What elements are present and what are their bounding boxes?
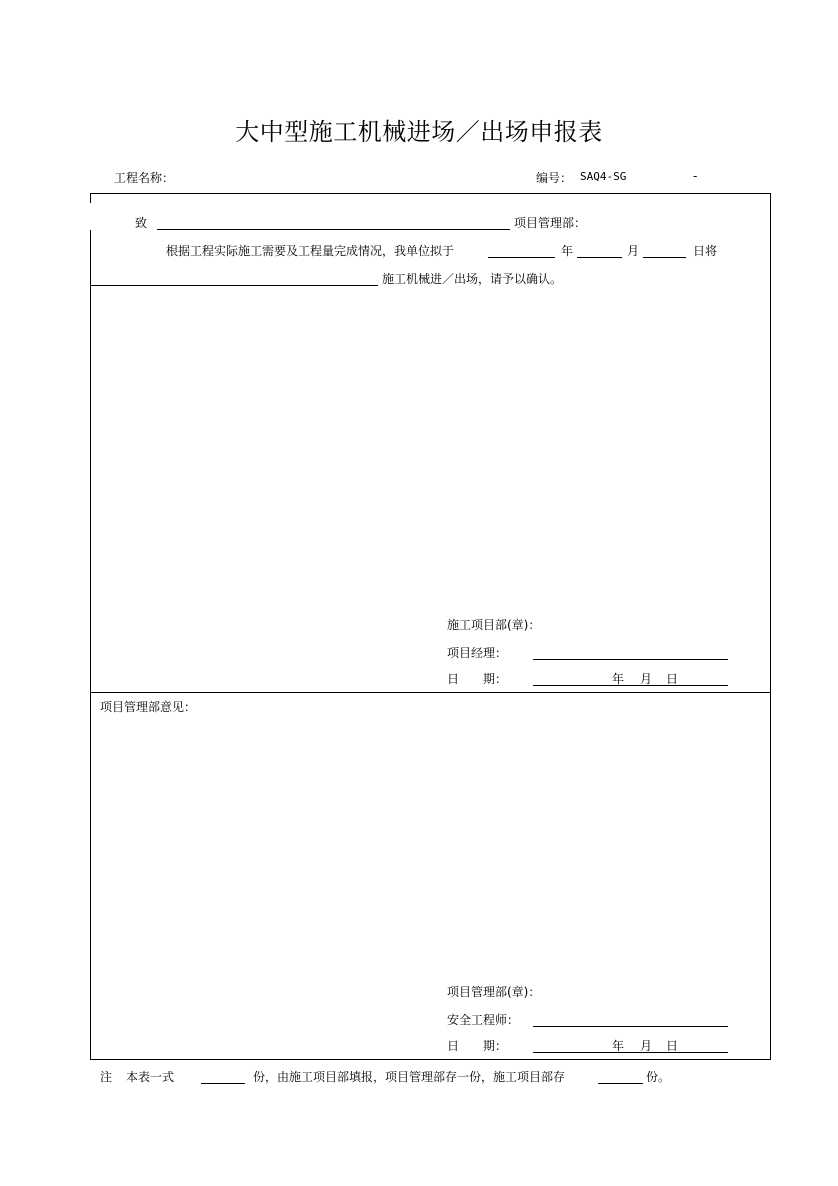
project-name-label: 工程名称： <box>114 171 175 185</box>
to-suffix: 项目管理部： <box>514 216 587 230</box>
to-label: 致 <box>135 216 148 230</box>
project-manager-blank[interactable] <box>533 659 728 660</box>
year-label: 年 <box>561 244 574 258</box>
opinion-label: 项目管理部意见： <box>100 700 197 714</box>
machinery-blank[interactable] <box>90 285 378 286</box>
copies-blank-2[interactable] <box>598 1083 643 1084</box>
month-label: 月 <box>627 244 640 258</box>
form-left-border <box>90 230 91 1060</box>
date-blank-2[interactable] <box>533 1052 728 1053</box>
date-blank-1[interactable] <box>533 685 728 686</box>
day-blank[interactable] <box>643 257 686 258</box>
management-dept-seal-label: 项目管理部(章)： <box>447 985 541 999</box>
form-top-border <box>90 193 771 194</box>
date-day-2: 日 <box>666 1039 679 1053</box>
form-left-border-top-stub <box>90 193 91 203</box>
note-label: 注 <box>100 1070 113 1084</box>
body-line-1: 根据工程实际施工需要及工程量完成情况，我单位拟于 <box>166 244 455 258</box>
code-suffix: - <box>693 169 698 183</box>
date-month-2: 月 <box>640 1039 653 1053</box>
recipient-blank[interactable] <box>157 229 510 230</box>
code-value: SAQ4-SG <box>580 170 627 183</box>
body-line-2: 施工机械进／出场，请予以确认。 <box>382 272 563 286</box>
note-part-1: 本表一式 <box>126 1070 175 1084</box>
date-day-1: 日 <box>666 672 679 686</box>
day-will-label: 日将 <box>693 244 718 258</box>
safety-engineer-label: 安全工程师： <box>447 1013 520 1027</box>
page-title: 大中型施工机械进场／出场申报表 <box>235 118 603 146</box>
form-right-border <box>770 193 771 1060</box>
note-part-3: 份。 <box>646 1070 671 1084</box>
month-blank[interactable] <box>577 257 622 258</box>
section-divider <box>90 692 771 693</box>
date-month-1: 月 <box>640 672 653 686</box>
date-label-1: 日 期： <box>447 672 508 686</box>
project-manager-label: 项目经理： <box>447 646 508 660</box>
note-part-2: 份，由施工项目部填报，项目管理部存一份，施工项目部存 <box>253 1070 566 1084</box>
date-year-1: 年 <box>612 672 625 686</box>
construction-dept-seal-label: 施工项目部(章)： <box>447 618 541 632</box>
date-year-2: 年 <box>612 1039 625 1053</box>
code-label: 编号： <box>536 171 573 185</box>
copies-blank-1[interactable] <box>201 1083 245 1084</box>
year-blank[interactable] <box>488 257 555 258</box>
form-bottom-border <box>90 1059 771 1060</box>
date-label-2: 日 期： <box>447 1039 508 1053</box>
safety-engineer-blank[interactable] <box>533 1026 728 1027</box>
